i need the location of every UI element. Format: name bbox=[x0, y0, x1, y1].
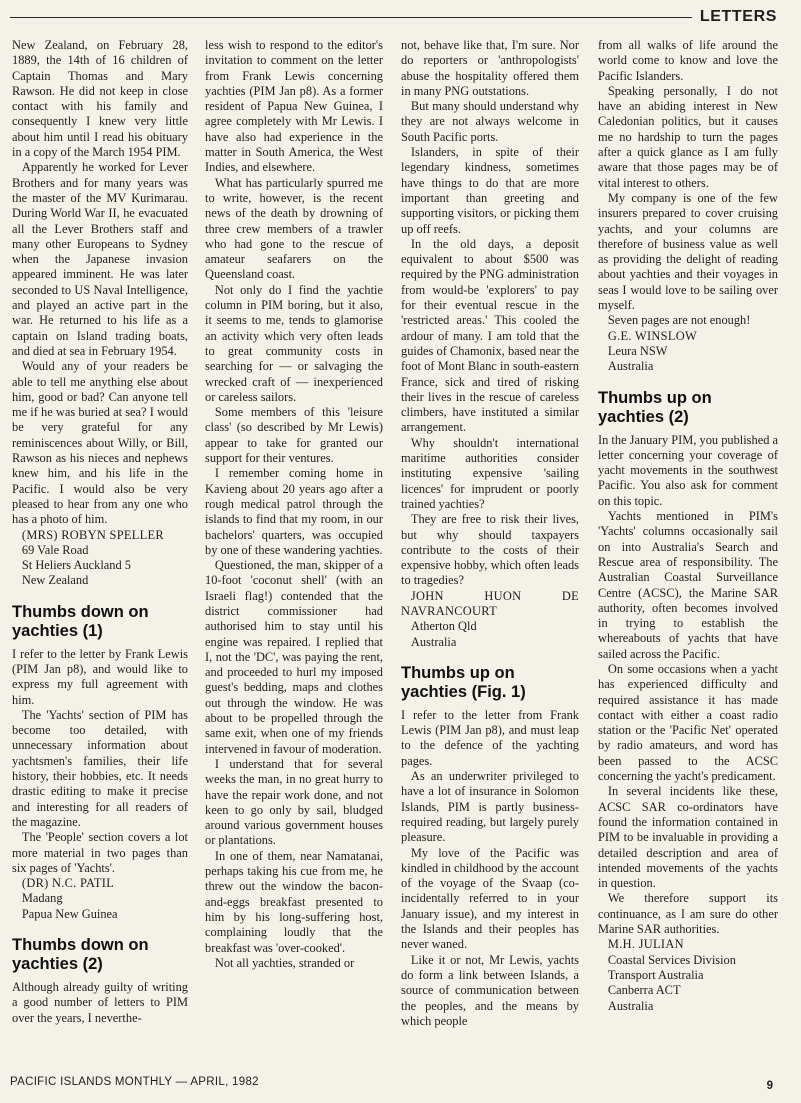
letter-address-line: Atherton Qld bbox=[410, 619, 477, 634]
letter-paragraph: Apparently he worked for Lever Brothers and for many years was the master of the MV Kurimarau. During World War II, he evacuated all the Lever Brothers staff and many other Europeans to Sydney when the Japanese invasion appeared imminent. He was later seconded to US Naval Intelligence, and played an active part in the war. He returned to his life as a captain on Island trading boats, and died at sea in February 1954. bbox=[12, 160, 188, 358]
footer-publication: PACIFIC ISLANDS MONTHLY — APRIL, 1982 bbox=[10, 1076, 259, 1088]
column-2 bbox=[205, 38, 383, 1063]
letter-heading: Thumbs down on yachties (1) bbox=[12, 602, 149, 640]
letter-heading: Thumbs down on yachties (2) bbox=[12, 936, 149, 974]
letter-signature: G.E. WINSLOW bbox=[607, 328, 697, 343]
letter-paragraph: Although already guilty of writing a good number of letters to PIM over the years, I neverthe- bbox=[12, 980, 188, 1025]
letter-paragraph: They are free to risk their lives, but why should taxpayers contribute to the costs of their expensive hobby, which often leads to tragedies? bbox=[401, 512, 579, 588]
letter-paragraph: New Zealand, on February 28, 1889, the 14th of 16 children of Captain Thomas and Mary Rawson. He did not keep in close contact with his family and consequently I knew very little about him until I read his obituary in a copy of the March 1954 PIM. bbox=[12, 38, 188, 160]
letter-paragraph: Like it or not, Mr Lewis, yachts do form a link between Islands, a source of communication between the peoples, and the means by which people bbox=[401, 952, 579, 1028]
letter-paragraph: On some occasions when a yacht has experienced difficulty and required assistance it has made contact with either a coast radio station or the 'Pacific Net' operated by radio amateurs, and word has been passed to the ACSC concerning the yacht's predicament. bbox=[598, 661, 778, 784]
section-title: LETTERS bbox=[699, 8, 777, 25]
letter-paragraph: The 'Yachts' section of PIM has become too detailed, with unnecessary information about yachtsmen's families, their life history, their hobbies, etc. It needs drastic editing to make it precise and interesting for all readers of the magazine. bbox=[12, 707, 188, 829]
letter-address-line: Madang bbox=[21, 891, 63, 906]
letter-address-line: Leura NSW bbox=[607, 343, 668, 358]
letter-paragraph: In several incidents like these, ACSC SAR co-ordinators have found the information contained in PIM to be invaluable in providing a detailed description and area of intended movements of the yachts in question. bbox=[598, 784, 778, 891]
letter-paragraph: I understand that for several weeks the man, in no great hurry to have the repair work done, and not keen to go only by sail, bludged around various government houses or plantations. bbox=[205, 756, 383, 848]
letter-paragraph: not, behave like that, I'm sure. Nor do reporters or 'anthropologists' abuse the hospitality offered them in many PNG outstations. bbox=[401, 38, 579, 98]
letter-signature: M.H. JULIAN bbox=[607, 937, 684, 952]
letter-address-line: St Heliers Auckland 5 bbox=[21, 558, 131, 573]
letter-paragraph: The 'People' section covers a lot more material in two pages than six pages of 'Yachts'. bbox=[12, 830, 188, 875]
letter-address-line: Coastal Services Division bbox=[607, 952, 736, 967]
column-3 bbox=[401, 38, 579, 1063]
letter-paragraph: Speaking personally, I do not have an abiding interest in New Caledonian politics, but it causes me no hardship to turn the pages after a quick glance as I am fully aware that those pages may be of vital interest to others. bbox=[598, 83, 778, 190]
letter-paragraph: I refer to the letter by Frank Lewis (PIM Jan p8), and would like to express my full agreement with him. bbox=[12, 646, 188, 707]
letter-address-line: Transport Australia bbox=[607, 967, 704, 982]
letter-heading: Thumbs up on yachties (Fig. 1) bbox=[401, 663, 526, 701]
letter-signature: JOHN HUON DE NAVRANCOURT bbox=[401, 588, 579, 618]
letter-address-line: 69 Vale Road bbox=[21, 542, 89, 557]
letter-signature: (DR) N.C. PATIL bbox=[21, 876, 115, 891]
letter-paragraph: Why shouldn't international maritime authorities consider instituting expensive 'sailing licences' for imprudent or poorly trained yachties? bbox=[401, 435, 579, 511]
letter-address-line: Papua New Guinea bbox=[21, 906, 118, 921]
letter-paragraph: My love of the Pacific was kindled in childhood by the account of the voyage of the Svaap (co-incidentally referred to in your January issue), and my interest in the Islands and their peoples has never waned. bbox=[401, 845, 579, 952]
letter-paragraph: My company is one of the few insurers prepared to cover cruising yachts, and your columns are therefore of business value as well as providing the delight of reading about yachties and their voyages in seas I would love to be sailing over myself. bbox=[598, 190, 778, 313]
page-number: 9 bbox=[766, 1080, 773, 1092]
letter-address-line: Australia bbox=[410, 634, 457, 649]
column-1 bbox=[12, 38, 188, 1063]
letter-paragraph: less wish to respond to the editor's invitation to comment on the letter from Frank Lewis concerning yachties (PIM Jan p8). As a former resident of Papua New Guinea, I agree completely with Mr Lewis. I have also had experience in the matter in South America, the West Indies, and elsewhere. bbox=[205, 38, 383, 175]
letter-paragraph: Not all yachties, stranded or bbox=[214, 955, 355, 970]
letter-address-line: New Zealand bbox=[21, 573, 89, 588]
letter-paragraph: As an underwriter privileged to have a lot of insurance in Solomon Islands, PIM is partly business-required reading, but largely purely pleasure. bbox=[401, 769, 579, 845]
letter-address-line: Australia bbox=[607, 998, 654, 1013]
letter-paragraph: Some members of this 'leisure class' (so described by Mr Lewis) appear to take for granted our support for their ventures. bbox=[205, 405, 383, 466]
letter-paragraph: What has particularly spurred me to write, however, is the recent news of the death by drowning of three crew members of a trawler who had gone to the rescue of amateur seafarers on the Queensland coast. bbox=[205, 175, 383, 282]
letter-paragraph: We therefore support its continuance, as I am sure do other Marine SAR authorities. bbox=[598, 891, 778, 937]
letter-paragraph: I remember coming home in Kavieng about 20 years ago after a rough medical patrol through the islands to find that my room, in our bachelors' quarters, was occupied by one of these wandering yachties. bbox=[205, 466, 383, 557]
column-4 bbox=[598, 38, 778, 1063]
letter-heading: Thumbs up on yachties (2) bbox=[598, 388, 712, 426]
letter-paragraph: from all walks of life around the world come to know and love the Pacific Islanders. bbox=[598, 38, 778, 83]
letter-paragraph: Islanders, in spite of their legendary kindness, sometimes have things to do that are more important than greeting and supporting visitors, or picking them up off reefs. bbox=[401, 145, 579, 236]
letter-paragraph: In the old days, a deposit equivalent to about $500 was required by the PNG administration from would-be 'explorers' to pay for their eventual rescue in the 'restricted areas.' This cooled the ardour of many. I am told that the guides of Chamonix, based near the foot of Mont Blanc in south-eastern France, sick and tired of risking their lives in the rescue of careless climbers, have instituted a similar arrangement. bbox=[401, 236, 579, 435]
letter-paragraph: I refer to the letter from Frank Lewis (PIM Jan p8), and must leap to the defence of the yachting pages. bbox=[401, 707, 579, 768]
letter-paragraph: Seven pages are not enough! bbox=[607, 313, 751, 328]
letter-paragraph: Questioned, the man, skipper of a 10-foot 'coconut shell' (with an Israeli flag!) contended that the district commissioner had authorised him to stay until his engine was repaired. I replied that I, not the 'DC', was paying the rent, and proceeded to hurl my imposed guest's bedding, maps and clothes out through the window. He was about to be propelled through the same exit, when one of my friends intervened in favour of moderation. bbox=[205, 558, 383, 756]
letter-address-line: Canberra ACT bbox=[607, 983, 681, 998]
letter-paragraph: Not only do I find the yachtie column in PIM boring, but it also, it seems to me, tends to glamorise an activity which very often leads to great community costs in searching for — or salvaging the wrecked craft of — inexperienced or careless sailors. bbox=[205, 282, 383, 404]
letter-paragraph: In the January PIM, you published a letter concerning your coverage of yacht movements in the southwest Pacific. You also ask for comment on this topic. bbox=[598, 432, 778, 508]
letter-paragraph: Would any of your readers be able to tell me anything else about him, good or bad? Can anyone tell me if he was buried at sea? I would be very grateful for any reminiscences about Willy, or Bill, Rawson as his nieces and nephews knew him, and his life in the Pacific. I would also be very pleased to hear from any one who has a photo of him. bbox=[12, 359, 188, 527]
letter-paragraph: But many should understand why they are not always welcome in South Pacific ports. bbox=[401, 99, 579, 144]
letter-paragraph: Yachts mentioned in PIM's 'Yachts' columns occasionally sail on into Australia's Search and Rescue area of responsibility. The Australian Coastal Surveillance Centre (ACSC), the Marine SAR authority, often becomes involved in trying to establish the whereabouts of yachts that have sailed across the Pacific. bbox=[598, 509, 778, 661]
letter-address-line: Australia bbox=[607, 359, 654, 374]
letter-signature: (MRS) ROBYN SPELLER bbox=[21, 527, 164, 542]
letter-paragraph: In one of them, near Namatanai, perhaps taking his cue from me, he threw out the window the bacon-and-eggs breakfast presented to him by his long-suffering host, complaining loudly that the breakfast was 'over-cooked'. bbox=[205, 848, 383, 955]
header-rule bbox=[10, 17, 692, 18]
